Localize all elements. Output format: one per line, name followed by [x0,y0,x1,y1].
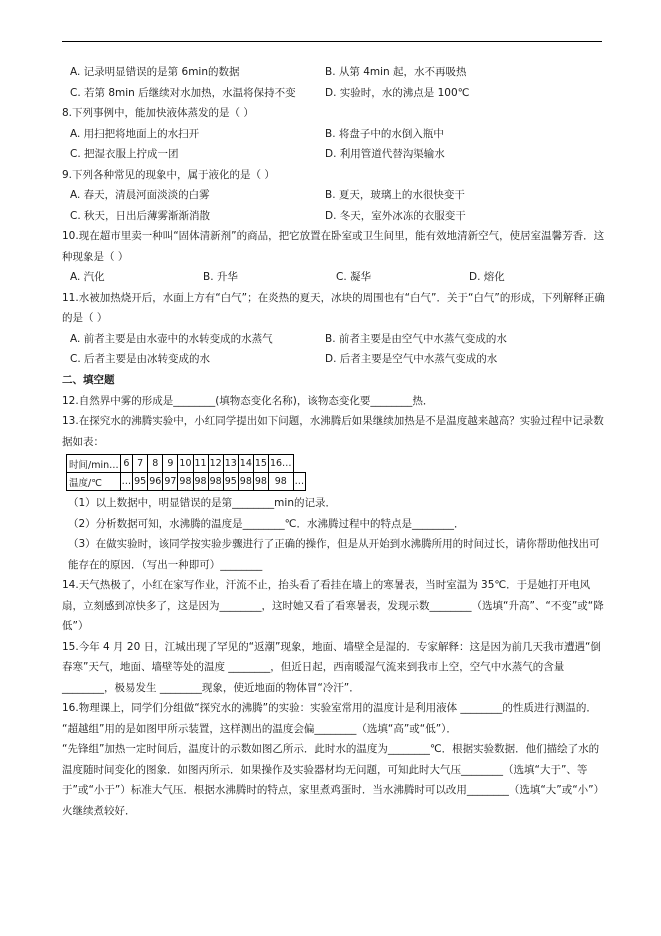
q11-options-row-1 [62,329,607,350]
q7-options-row-2 [62,83,607,104]
q10-option-c: C. 凝华 [336,271,372,283]
table-cell: 95 [133,473,148,491]
q10-option-d: D. 熔化 [469,271,505,283]
table-cell: 14 [238,455,253,473]
q14-text: 14.天气热极了，小红在家写作业，汗流不止，抬头看了看挂在墙上的寒暑表，当时室温为 35℃．于是她打开电风扇，立刻感到凉快多了，这是因为________，这时她又看了看寒暑表，发现示数________（选填“升高”、“不变”或“降低”） [62,579,604,632]
table-cell: 15 [253,455,268,473]
q8-option-a: A. 用扫把将地面上的水扫开 [70,127,200,140]
q10-option-a: A. 汽化 [70,271,105,283]
q9-options-row-2 [62,206,607,227]
table-header-temperature: 温度/℃ [67,473,121,491]
q7-option-a: A. 记录明显错误的是第 6min的数据 [70,66,240,78]
q11-option-d: D. 后者主要是空气中水蒸气变成的水 [325,353,498,365]
table-cell: 98 [193,473,208,491]
q13-stem: 13.在探究水的沸腾实验中，小红同学提出如下问题，水沸腾后如果继续加热是不是温度越来越高？实验过程中记录数据如表： [62,415,604,448]
q9-option-d: D. 冬天，室外冰冻的衣服变干 [325,209,466,222]
q8-option-c: C. 把湿衣服上拧成一团 [70,148,179,160]
q7-option-c: C. 若第 8min 后继续对水加热，水温将保持不变 [70,86,296,99]
q10-options-row [62,267,607,288]
q13-subquestion-1: （1）以上数据中，明显错误的是第________min的记录． [68,497,336,509]
table-cell: 10 [178,455,193,473]
section-title-fill-in: 二、填空题 [62,373,115,386]
table-row-time [67,455,306,473]
table-cell: 7 [133,455,148,473]
q12-text: 12.自然界中雾的形成是________(填物态变化名称)，该物态变化要________热． [62,394,434,407]
q16-paragraph-3: “先锋组”加热一定时间后，温度计的示数如图乙所示．此时水的温度为________℃．根据实验数据．他们描绘了水的温度随时间变化的图象．如图丙所示．如果操作及实验器材均无问题，可知此时大气压________（选填“大于”、等于”或“小于”）标准大气压．根据水沸腾时的特点，家里煮鸡蛋时．当水沸腾时可以改用________（选填“大”或“小”）火继续煮较好． [62,743,605,817]
q7-options-row-1 [62,62,607,83]
q13-subquestion-3: （3）在做实验时，该同学按实验步骤进行了正确的操作，但是从开始到水沸腾所用的时间过长，请你帮助他找出可能存在的原因．（写出一种即可）________ [68,538,600,571]
table-cell: 11 [193,455,208,473]
q7-option-b: B. 从第 4min 起，水不再吸热 [325,66,467,78]
q13-data-table [66,454,306,491]
q11-option-b: B. 前者主要是由空气中水蒸气变成的水 [325,332,507,345]
q11-options-row-2 [62,349,607,370]
q11-option-a: A. 前者主要是由水壶中的水转变成的水蒸气 [70,332,273,345]
table-cell: 98 [208,473,223,491]
q9-stem: 9.下列各种常见的现象中，属于液化的是（ ） [62,168,275,181]
table-cell: 95 [223,473,238,491]
q16-stem: 16.物理课上，同学们分组做“探究水的沸腾”的实验：实验室常用的温度计是利用液体 ________的性质进行测温的． [62,702,597,714]
table-cell: 12 [208,455,223,473]
table-cell: … [293,473,306,491]
table-cell: 98 [268,473,293,491]
header-rule [62,41,602,42]
q8-options-row-1 [62,124,607,145]
table-row-temperature [67,473,306,491]
q15-text: 15.今年 4 月 20 日，江城出现了罕见的“返潮”现象，地面、墙壁全是湿的．专家解释：这是因为前几天我市遭遇“倒春寒”天气，地面、墙壁等处的温度 ________，但近日起，西南暖湿气流来到我市上空，空气中水蒸气的含量 ________，极易发生 ________现象，使近地面的物体冒“冷汗”． [62,640,601,694]
q9-option-c: C. 秋天，日出后薄雾渐渐消散 [70,209,211,222]
table-cell: 6 [120,455,133,473]
q11-stem: 11.水被加热烧开后，水面上方有“白气”；在炎热的夏天，冰块的周围也有“白气”．关于“白气”的形成，下列解释正确的是（ ） [62,291,605,324]
q7-option-d: D. 实验时，水的沸点是 100℃ [325,86,470,99]
table-cell: 98 [238,473,253,491]
q8-option-d: D. 利用管道代替沟渠输水 [325,148,445,160]
q9-option-b: B. 夏天，玻璃上的水很快变干 [325,189,465,201]
table-cell: 13 [223,455,238,473]
q13-subquestion-2: （2）分析数据可知，水沸腾的温度是________℃．水沸腾过程中的特点是________． [68,517,465,530]
q16-paragraph-2: “超越组”用的是如图甲所示装置，这样测出的温度会偏________（选填“高”或“低”）． [62,722,457,735]
table-cell: 98 [253,473,268,491]
q9-options-row-1 [62,185,607,206]
document-content [62,62,607,821]
table-header-time: 时间/min… [67,455,121,473]
table-cell: 16… [268,455,293,473]
table-cell: 98 [178,473,193,491]
q8-options-row-2 [62,144,607,165]
q9-option-a: A. 春天，清晨河面淡淡的白雾 [70,189,210,201]
q8-option-b: B. 将盘子中的水倒入瓶中 [325,127,444,140]
table-cell: 8 [148,455,163,473]
q10-option-b: B. 升华 [203,271,238,283]
q10-stem: 10.现在超市里卖一种叫“固体清新剂”的商品，把它放置在卧室或卫生间里，能有效地清新空气，使居室温馨芳香．这种现象是（ ） [62,230,605,263]
table-cell: 96 [148,473,163,491]
q11-option-c: C. 后者主要是由冰转变成的水 [70,353,211,365]
table-cell: 97 [163,473,178,491]
table-cell: 9 [163,455,178,473]
q8-stem: 8.下列事例中，能加快液体蒸发的是（ ） [62,107,254,119]
table-cell: … [120,473,133,491]
